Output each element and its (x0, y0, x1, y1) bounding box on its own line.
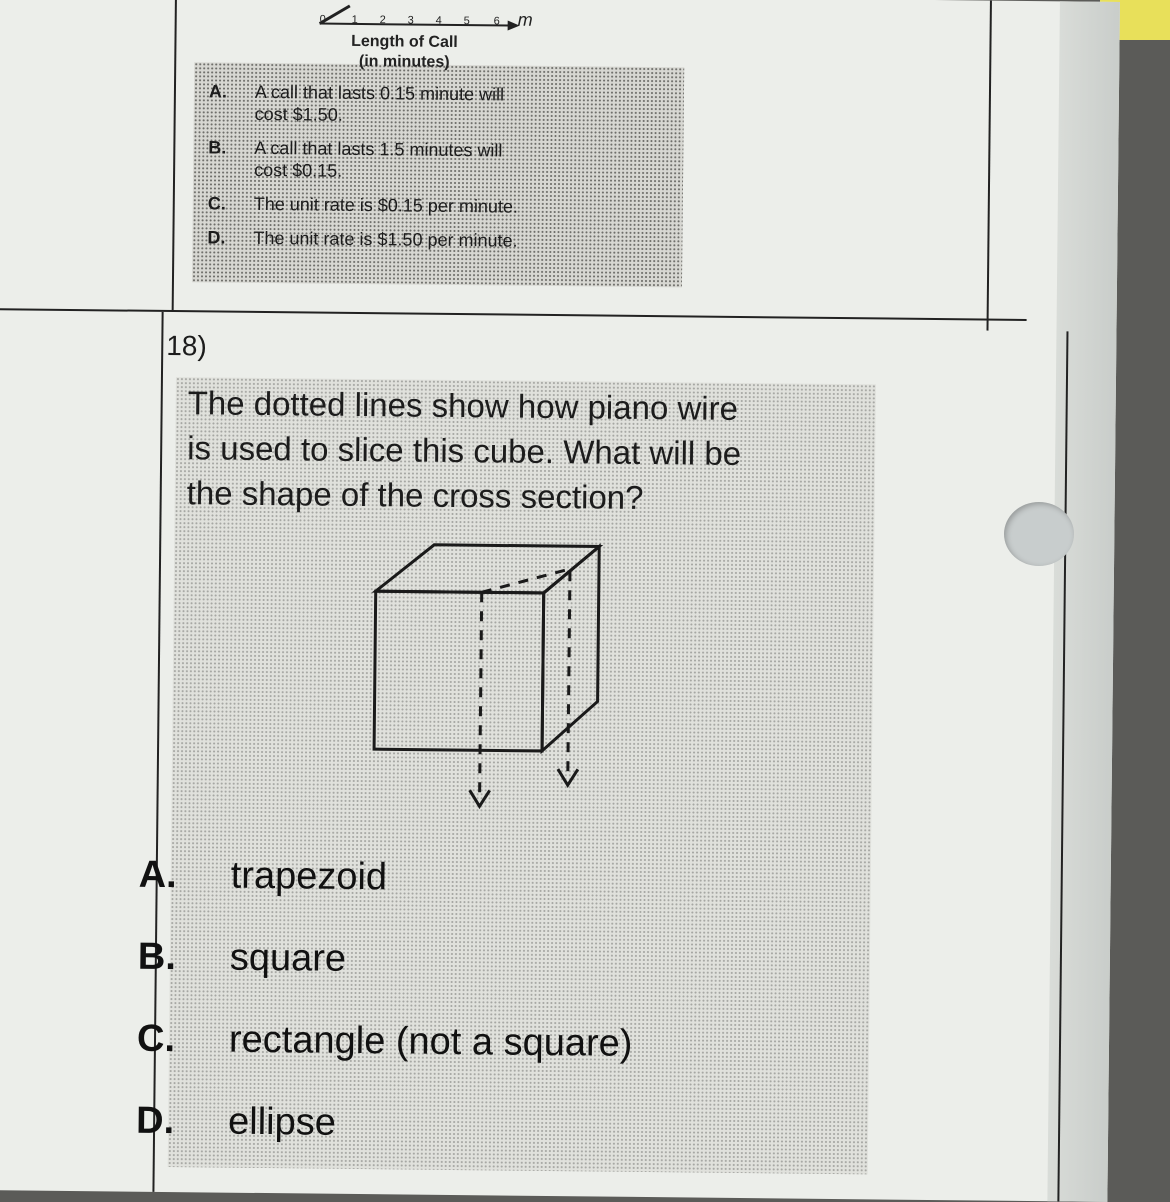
question-text (187, 380, 838, 522)
option-text: A call that lasts 1.5 minutes will (254, 137, 503, 161)
option-text: cost $0.15. (254, 159, 343, 181)
answer-text: ellipse (227, 1100, 337, 1144)
answer-letter: B. (137, 935, 177, 979)
answer-text: rectangle (not a square) (228, 1018, 633, 1065)
cube-front-face (374, 591, 544, 751)
answer-letter: C. (136, 1017, 176, 1061)
tick-label: 6 (493, 15, 500, 28)
tick-label: 2 (379, 14, 386, 27)
axis-title-line: (in minutes) (358, 52, 450, 71)
table-divider-top (172, 0, 177, 312)
table-divider-horizontal (0, 308, 1027, 321)
answer-text: square (229, 936, 347, 980)
tick-label: 0 (319, 13, 326, 26)
tick-label: 5 (463, 15, 470, 28)
option-a (209, 80, 679, 129)
option-letter: A. (208, 81, 228, 102)
tick-label: 1 (351, 13, 358, 26)
answer-a[interactable] (138, 854, 634, 941)
answer-text: trapezoid (230, 854, 388, 899)
binder-hole (1004, 502, 1074, 566)
axis-title (329, 32, 479, 74)
cube-top-face (376, 544, 599, 593)
option-text: A call that lasts 0.15 minute will (254, 81, 505, 105)
cube-diagram (361, 539, 624, 832)
question-line: is used to slice this cube. What will be (187, 429, 742, 472)
option-d (207, 226, 677, 253)
option-c (208, 192, 678, 219)
question-number: 18) (166, 329, 207, 362)
question-line: the shape of the cross section? (186, 474, 644, 516)
option-b (208, 136, 678, 185)
answer-choices (136, 854, 635, 1187)
previous-question-options (207, 80, 679, 265)
option-text: The unit rate is $1.50 per minute. (253, 227, 518, 251)
option-letter: C. (207, 193, 226, 214)
option-letter: D. (207, 227, 226, 248)
axis-variable: m (517, 9, 533, 30)
tick-label: 3 (407, 14, 414, 27)
table-divider-right (986, 1, 991, 331)
answer-letter: D. (135, 1099, 175, 1143)
question-line: The dotted lines show how piano wire (187, 384, 739, 427)
tick-label: 4 (435, 14, 442, 27)
option-letter: B. (208, 137, 227, 158)
axis-title-line: Length of Call (351, 32, 458, 52)
cut-arrows (469, 768, 577, 807)
answer-b[interactable] (137, 936, 633, 1023)
cut-lines (480, 568, 570, 799)
option-text: cost $1.50. (254, 103, 343, 125)
answer-letter: A. (138, 853, 177, 897)
option-text: The unit rate is $0.15 per minute. (253, 193, 519, 217)
answer-d[interactable] (136, 1100, 632, 1187)
answer-c[interactable] (136, 1018, 632, 1105)
